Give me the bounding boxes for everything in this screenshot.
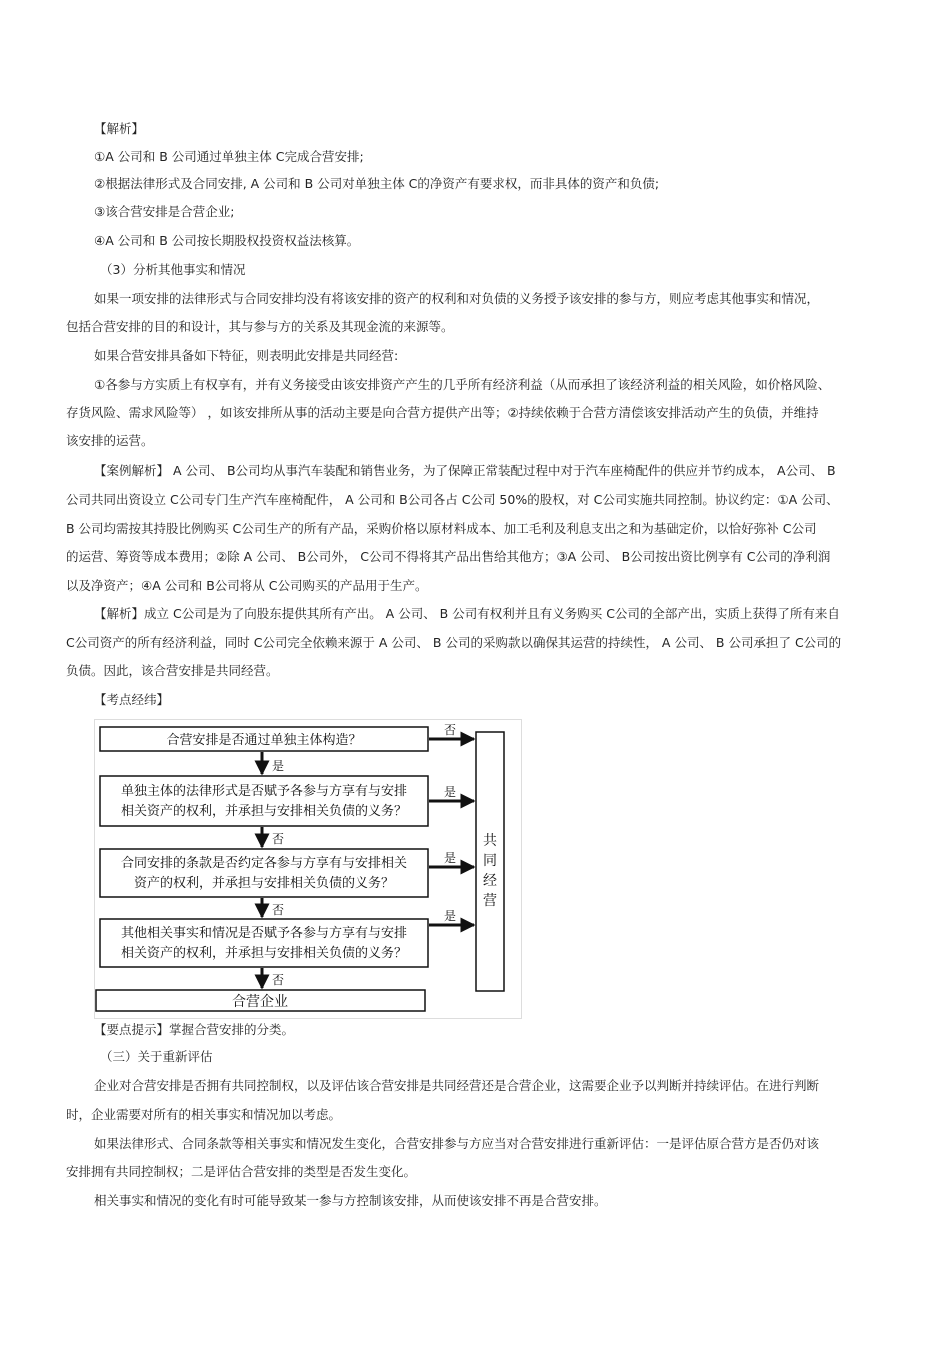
question-legal-form-line1: 单独主体的法律形式是否赋予各参与方享有与安排 [120, 784, 408, 799]
question-single-vehicle: 合营安排是否通过单独主体构造？ [166, 733, 362, 748]
label-no: 否 [272, 973, 285, 987]
result-joint-operation-char: 经 [483, 873, 497, 889]
label-yes: 是 [444, 785, 457, 799]
paragraph-line: 安排拥有共同控制权；二是评估合营安排的类型是否发生变化。 [66, 1164, 417, 1179]
case-analysis-line: 【案例解析】 A 公司、 B公司均从事汽车装配和销售业务，为了保障正常装配过程中对于汽车座椅配件的供应并节约成本， A公司、 B [94, 463, 836, 478]
analysis-point-1: ①A 公司和 B 公司通过单独主体 C完成合营安排; [94, 149, 364, 164]
section-heading-key-points: 【考点经纬】 [94, 692, 170, 707]
question-other-facts-line2: 相关资产的权利，并承担与安排相关负债的义务？ [120, 946, 408, 961]
case-analysis-line: 的运营、筹资等成本费用；②除 A 公司、 B公司外， C公司不得将其产品出售给其他方；③A 公司、 B公司按出资比例享有 C公司的净利润 [66, 549, 831, 564]
subsection-heading-other-facts: （3）分析其他事实和情况 [100, 262, 246, 277]
label-yes: 是 [444, 909, 457, 923]
analysis-point-2: ②根据法律形式及合同安排, A 公司和 B 公司对单独主体 C的净资产有要求权，而非具体的资产和负债; [94, 176, 660, 191]
result-joint-operation-char: 营 [483, 893, 497, 909]
label-yes: 是 [272, 759, 285, 773]
paragraph-line: 企业对合营安排是否拥有共同控制权，以及评估该合营安排是共同经营还是合营企业，这需要企业予以判断并持续评估。在进行判断 [94, 1078, 820, 1093]
analysis-line: 负债。因此，该合营安排是共同经营。 [66, 663, 279, 678]
question-contract-terms-line2: 资产的权利，并承担与安排相关负债的义务？ [133, 876, 395, 891]
label-yes: 是 [444, 851, 457, 865]
case-analysis-line: B 公司均需按其持股比例购买 C公司生产的所有产品，采购价格以原材料成本、加工毛利及利息支出之和为基础定价，以恰好弥补 C公司 [66, 521, 817, 536]
paragraph-line: 如果一项安排的法律形式与合同安排均没有将该安排的资产的权利和对负债的义务授予该安排的参与方，则应考虑其他事实和情况， [94, 291, 820, 306]
paragraph-line: 存货风险、需求风险等） ，如该安排所从事的活动主要是向合营方提供产出等；②持续依赖于合营方清偿该安排活动产生的负债，并维持 [66, 405, 819, 420]
label-no: 否 [272, 903, 285, 917]
paragraph-line: 包括合营安排的目的和设计，其与参与方的关系及其现金流的来源等。 [66, 319, 454, 334]
question-contract-terms-line1: 合同安排的条款是否约定各参与方享有与安排相关 [120, 856, 408, 871]
paragraph-line: ①各参与方实质上有权享有，并有义务接受由该安排资产产生的几乎所有经济利益（从而承担了该经济利益的相关风险，如价格风险、 [94, 377, 831, 392]
paragraph-line: 如果法律形式、合同条款等相关事实和情况发生变化，合营安排参与方应当对合营安排进行重新评估：一是评估原合营方是否仍对该 [94, 1136, 820, 1151]
label-no: 否 [444, 723, 457, 737]
paragraph-line: 时，企业需要对所有的相关事实和情况加以考虑。 [66, 1107, 342, 1122]
question-legal-form-line2: 相关资产的权利，并承担与安排相关负债的义务？ [120, 804, 408, 819]
paragraph-line: 相关事实和情况的变化有时可能导致某一参与方控制该安排，从而使该安排不再是合营安排。 [94, 1193, 607, 1208]
label-no: 否 [272, 832, 285, 846]
result-joint-operation-char: 同 [483, 853, 497, 869]
case-analysis-line: 公司共同出资设立 C公司专门生产汽车座椅配件， A 公司和 B公司各占 C公司 50%的股权，对 C公司实施共同控制。协议约定：①A 公司、 [66, 492, 839, 507]
subsection-heading-reassessment: （三）关于重新评估 [100, 1049, 213, 1064]
analysis-line: C公司资产的所有经济利益，同时 C公司完全依赖来源于 A 公司、 B 公司的采购款以确保其运营的持续性， A 公司、 B 公司承担了 C公司的 [66, 635, 842, 650]
section-heading-analysis: 【解析】 [94, 121, 145, 136]
analysis-line: 【解析】成立 C公司是为了向股东提供其所有产出。 A 公司、 B 公司有权利并且有义务购买 C公司的全部产出，实质上获得了所有来自 [94, 606, 840, 621]
question-other-facts-line1: 其他相关事实和情况是否赋予各参与方享有与安排 [120, 926, 408, 941]
key-point-hint: 【要点提示】掌握合营安排的分类。 [94, 1022, 295, 1037]
joint-arrangement-flowchart [94, 719, 522, 1019]
paragraph-line: 该安排的运营。 [66, 433, 154, 448]
analysis-point-3: ③该合营安排是合营企业; [94, 204, 235, 219]
case-analysis-line: 以及净资产；④A 公司和 B公司将从 C公司购买的产品用于生产。 [66, 578, 428, 593]
result-joint-operation-char: 共 [483, 833, 497, 849]
result-joint-venture: 合营企业 [232, 994, 288, 1010]
analysis-point-4: ④A 公司和 B 公司按长期股权投资权益法核算。 [94, 233, 360, 248]
paragraph-line: 如果合营安排具备如下特征，则表明此安排是共同经营: [94, 348, 399, 363]
